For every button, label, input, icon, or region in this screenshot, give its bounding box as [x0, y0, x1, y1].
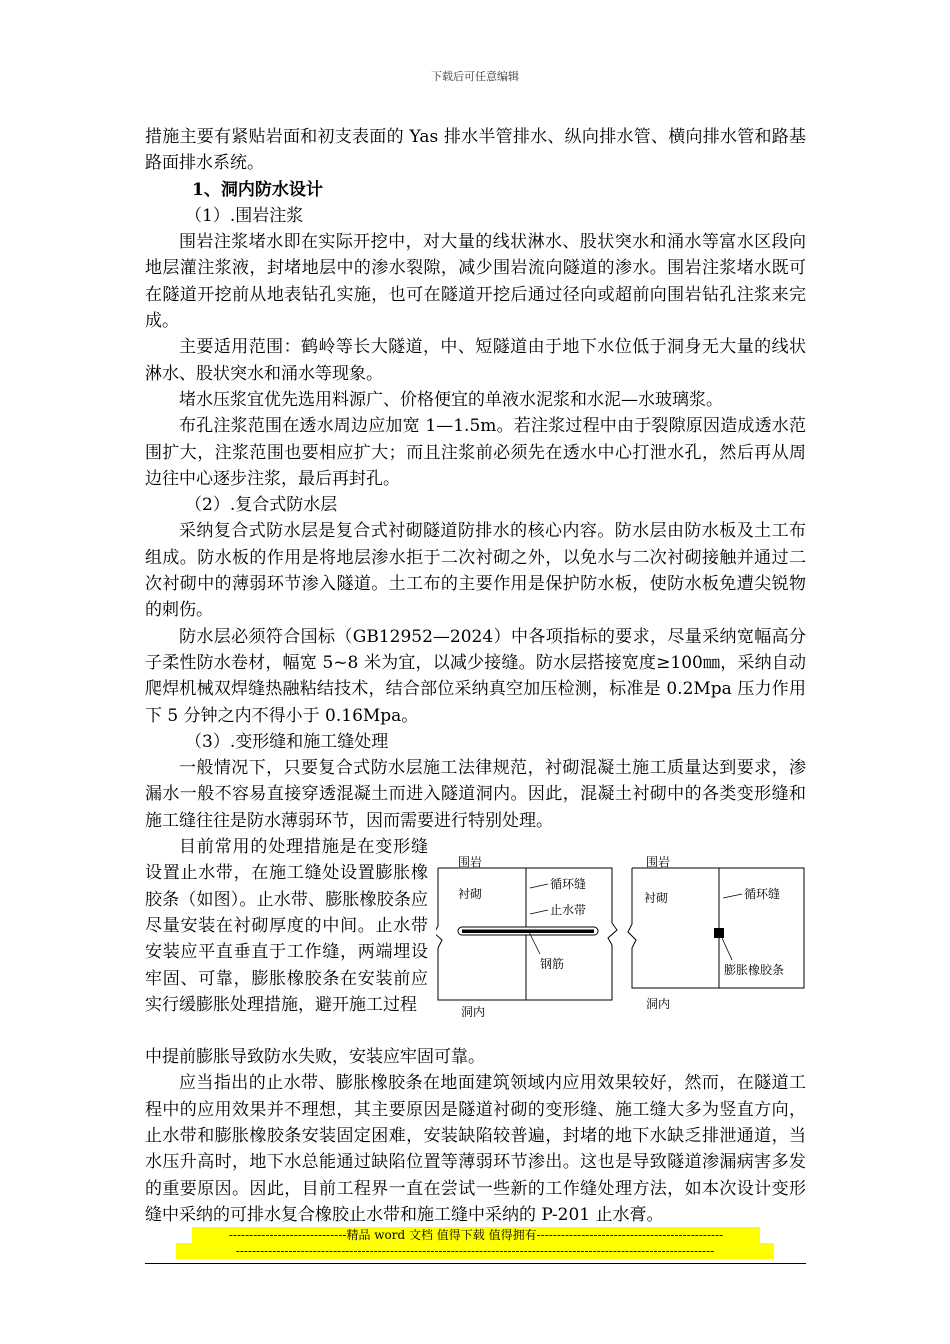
paragraph-scope: 主要适用范围：鹤岭等长大隧道，中、短隧道由于地下水位低于洞身无大量的线状淋水、股状突水和涌水等现象。	[145, 337, 806, 384]
right-label-rock: 围岩	[646, 855, 671, 870]
right-label-lining: 衬砌	[644, 891, 669, 906]
right-label-circular-joint: 循环缝	[744, 887, 781, 902]
footer-rule	[145, 1263, 806, 1264]
paragraph-joint-measures-cont: 中提前膨胀导致防水失败，安装应牢固可靠。	[145, 1047, 485, 1068]
left-label-rock: 围岩	[458, 855, 483, 870]
paragraph-drainage-measures: 措施主要有紧贴岩面和初支表面的 Yas 排水半管排水、纵向排水管、横向排水管和路基路面排水系统。	[145, 127, 806, 174]
left-label-lining: 衬砌	[458, 887, 483, 902]
figure-section	[145, 834, 806, 1044]
joint-diagram	[436, 848, 806, 1028]
left-label-waterstop: 止水带	[550, 903, 587, 918]
right-panel	[628, 854, 804, 1011]
footer-banner-line1: -----------------------------精品 word 文档 值得下载 值得拥有----------------------------------------------	[192, 1227, 760, 1243]
paragraph-composite-layer: 采纳复合式防水层是复合式衬砌隧道防排水的核心内容。防水层由防水板及土工布组成。防水板的作用是将地层渗水拒于二次衬砌之外，以免水与二次衬砌接触并通过二次衬砌中的薄弱环节渗入隧道。土工布的主要作用是保护防水板，使防水板免遭尖锐物的刺伤。	[145, 521, 806, 621]
paragraph-joint-measures: 目前常用的处理措施是在变形缝设置止水带，在施工缝处设置膨胀橡胶条（如图）。止水带、膨胀橡胶条应尽量安装在衬砌厚度的中间。止水带安装应平直垂直于工作缝，两端埋设牢固、可靠，膨胀橡胶条在安装前应实行缓膨胀处理措施，避开施工过程	[145, 837, 428, 1015]
paragraph-application-issues: 应当指出的止水带、膨胀橡胶条在地面建筑领域内应用效果较好，然而，在隧道工程中的应用效果并不理想，其主要原因是隧道衬砌的变形缝、施工缝大多为竖直方向，止水带和膨胀橡胶条安装固定困难，安装缺陷较普遍，封堵的地下水缺乏排泄通道，当水压升高时，地下水总能通过缺陷位置等薄弱环节渗出。这也是导致隧道渗漏病害多发的重要原因。因此，目前工程界一直在尝试一些新的工作缝处理方法，如本次设计变形缝中采纳的可排水复合橡胶止水带和施工缝中采纳的 P-201 止水膏。	[145, 1073, 806, 1225]
left-label-circular-joint: 循环缝	[550, 877, 587, 892]
paragraph-joint-intro: 一般情况下，只要复合式防水层施工法律规范，衬砌混凝土施工质量达到要求，渗漏水一般不容易直接穿透混凝土而进入隧道洞内。因此，混凝土衬砌中的各类变形缝和施工缝往往是防水薄弱环节，因而需要进行特别处理。	[145, 758, 806, 831]
right-label-tunnel-inside: 洞内	[646, 997, 671, 1012]
heading-tunnel-waterproofing: 1、洞内防水设计	[192, 179, 323, 200]
page-header: 下载后可任意编辑	[431, 70, 519, 83]
left-label-tunnel-inside: 洞内	[461, 1005, 486, 1020]
left-label-rebar: 钢筋	[540, 957, 565, 972]
paragraph-grout-range: 布孔注浆范围在透水周边应加宽 1—1.5m。若注浆过程中由于裂隙原因造成透水范围扩大，注浆范围也要相应扩大；而且注浆前必须先在透水中心打泄水孔，然后再从周边往中心逐步注浆，最后再封孔。	[145, 416, 806, 489]
heading-joint-treatment: （3）.变形缝和施工缝处理	[185, 731, 389, 752]
swelling-strip-mark	[714, 928, 724, 938]
paragraph-standard: 防水层必须符合国标（GB12952—2024）中各项指标的要求，尽量采纳宽幅高分子柔性防水卷材，幅宽 5~8 米为宜，以减少接缝。防水层搭接宽度≥100㎜，采纳自动爬焊机械双焊缝热融粘结技术，结合部位采纳真空加压检测，标准是 0.2Mpa 压力作用下 5 分钟之内不得小于 0.16Mpa。	[145, 626, 806, 726]
right-label-swelling-strip: 膨胀橡胶条	[724, 963, 785, 978]
document-body	[145, 124, 806, 1228]
footer-banner-line2: ----------------------------------------------------------------------------------------------------------------------	[176, 1243, 774, 1259]
paragraph-grout-material: 堵水压浆宜优先选用料源广、价格便宜的单液水泥浆和水泥—水玻璃浆。	[179, 389, 723, 410]
heading-rock-grouting: （1）.围岩注浆	[185, 205, 304, 226]
left-panel	[436, 854, 617, 1019]
heading-composite-layer: （2）.复合式防水层	[185, 495, 338, 516]
paragraph-grouting-intro: 围岩注浆堵水即在实际开挖中，对大量的线状淋水、股状突水和涌水等富水区段向地层灌注浆液，封堵地层中的渗水裂隙，减少围岩流向隧道的渗水。围岩注浆堵水既可在隧道开挖前从地表钻孔实施，也可在隧道开挖后通过径向或超前向围岩钻孔注浆来完成。	[145, 232, 806, 332]
